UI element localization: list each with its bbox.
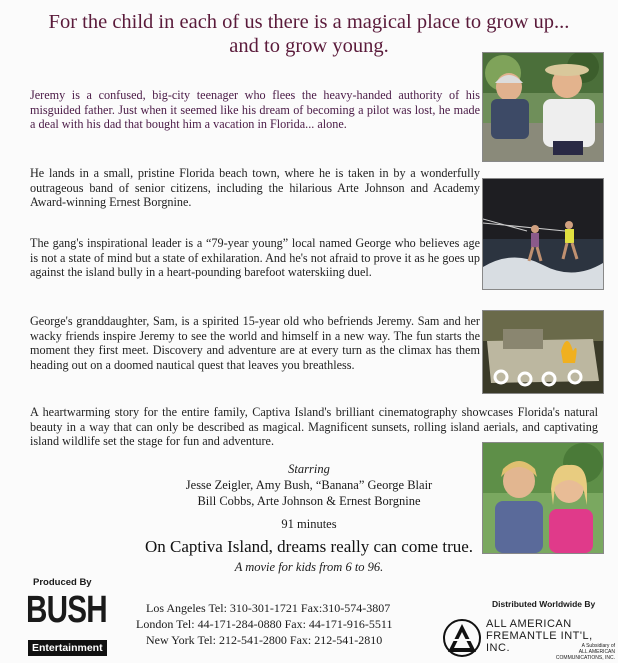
office-london: London Tel: 44-171-284-0880 Fax: 44-171-916-5511 — [136, 617, 393, 631]
cast-line-1: Jesse Zeigler, Amy Bush, “Banana” George Blair — [185, 478, 433, 492]
distributor-name-line2: FREMANTLE INT'L, INC. — [486, 630, 593, 654]
distributor-name-line1: ALL AMERICAN — [486, 618, 572, 630]
tagline-line1: For the child in each of us there is a magical place to grow up... — [48, 11, 570, 33]
office-los-angeles: Los Angeles Tel: 310-301-1721 Fax:310-574-3807 — [146, 601, 391, 615]
distributor-subsidiary — [555, 643, 615, 661]
paragraph-3: The gang's inspirational leader is a “79-year young” local named George who believes age is not a state of mind but a state of exhilaration. And he's not afraid to prove it as he goes up against the island bully in a heart-pounding barefoot waterskiing duel. — [30, 236, 480, 280]
entertainment-logo: Entertainment — [28, 640, 107, 656]
paragraph-5: A heartwarming story for the entire family, Captiva Island's brilliant cinematography showcases Florida's natural beauty in a way that can only be described as magical. Magnificent sunsets, rolling island aerials, and captivating island wildlife set the stage for fun and adventure. — [30, 405, 598, 449]
produced-by-label: Produced By — [33, 577, 92, 588]
paragraph-4: George's granddaughter, Sam, is a spirited 15-year old who befriends Jeremy. Sam and her wacky friends inspire Jeremy to see the world and himself in a new way. The fun starts the moment they first meet. Discovery and adventure are at every turn as the climax has them heading out on a doomed nautical quest that leaves you breathless. — [30, 314, 480, 372]
seniors-icon — [482, 52, 604, 162]
audience-line: A movie for kids from 6 to 96. — [234, 560, 384, 574]
distributor-label: Distributed Worldwide By — [492, 599, 596, 609]
boat-icon — [482, 310, 604, 394]
tagline-line2: and to grow young. — [229, 35, 389, 57]
starring-label: Starring — [288, 462, 330, 476]
cast-line-2: Bill Cobbs, Arte Johnson & Ernest Borgnine — [197, 494, 421, 508]
fremantle-logo-icon — [440, 618, 484, 663]
office-new-york: New York Tel: 212-541-2800 Fax: 212-541-2810 — [146, 633, 383, 647]
waterski-icon — [482, 178, 604, 290]
subsidiary-line1: A Subsidiary of — [581, 643, 615, 649]
paragraph-2: He lands in a small, pristine Florida beach town, where he is taken in by a wonderfully outrageous band of senior citizens, including the hilarious Arte Johnson and Academy Award-winning Ernest Borgnine. — [30, 166, 480, 210]
runtime: 91 minutes — [281, 517, 337, 531]
bush-logo: BUSH — [26, 589, 107, 631]
paragraph-1: Jeremy is a confused, big-city teenager who flees the heavy-handed authority of his misguided father. Just when it seemed like his dream of becoming a pilot was lost, he made a deal with his dad that bought him a vacation in Florida... alone. — [30, 88, 480, 132]
subsidiary-line2: ALL AMERICAN COMMUNICATIONS, INC. — [555, 649, 615, 661]
closing-tagline: On Captiva Island, dreams really can come true. — [144, 537, 474, 556]
